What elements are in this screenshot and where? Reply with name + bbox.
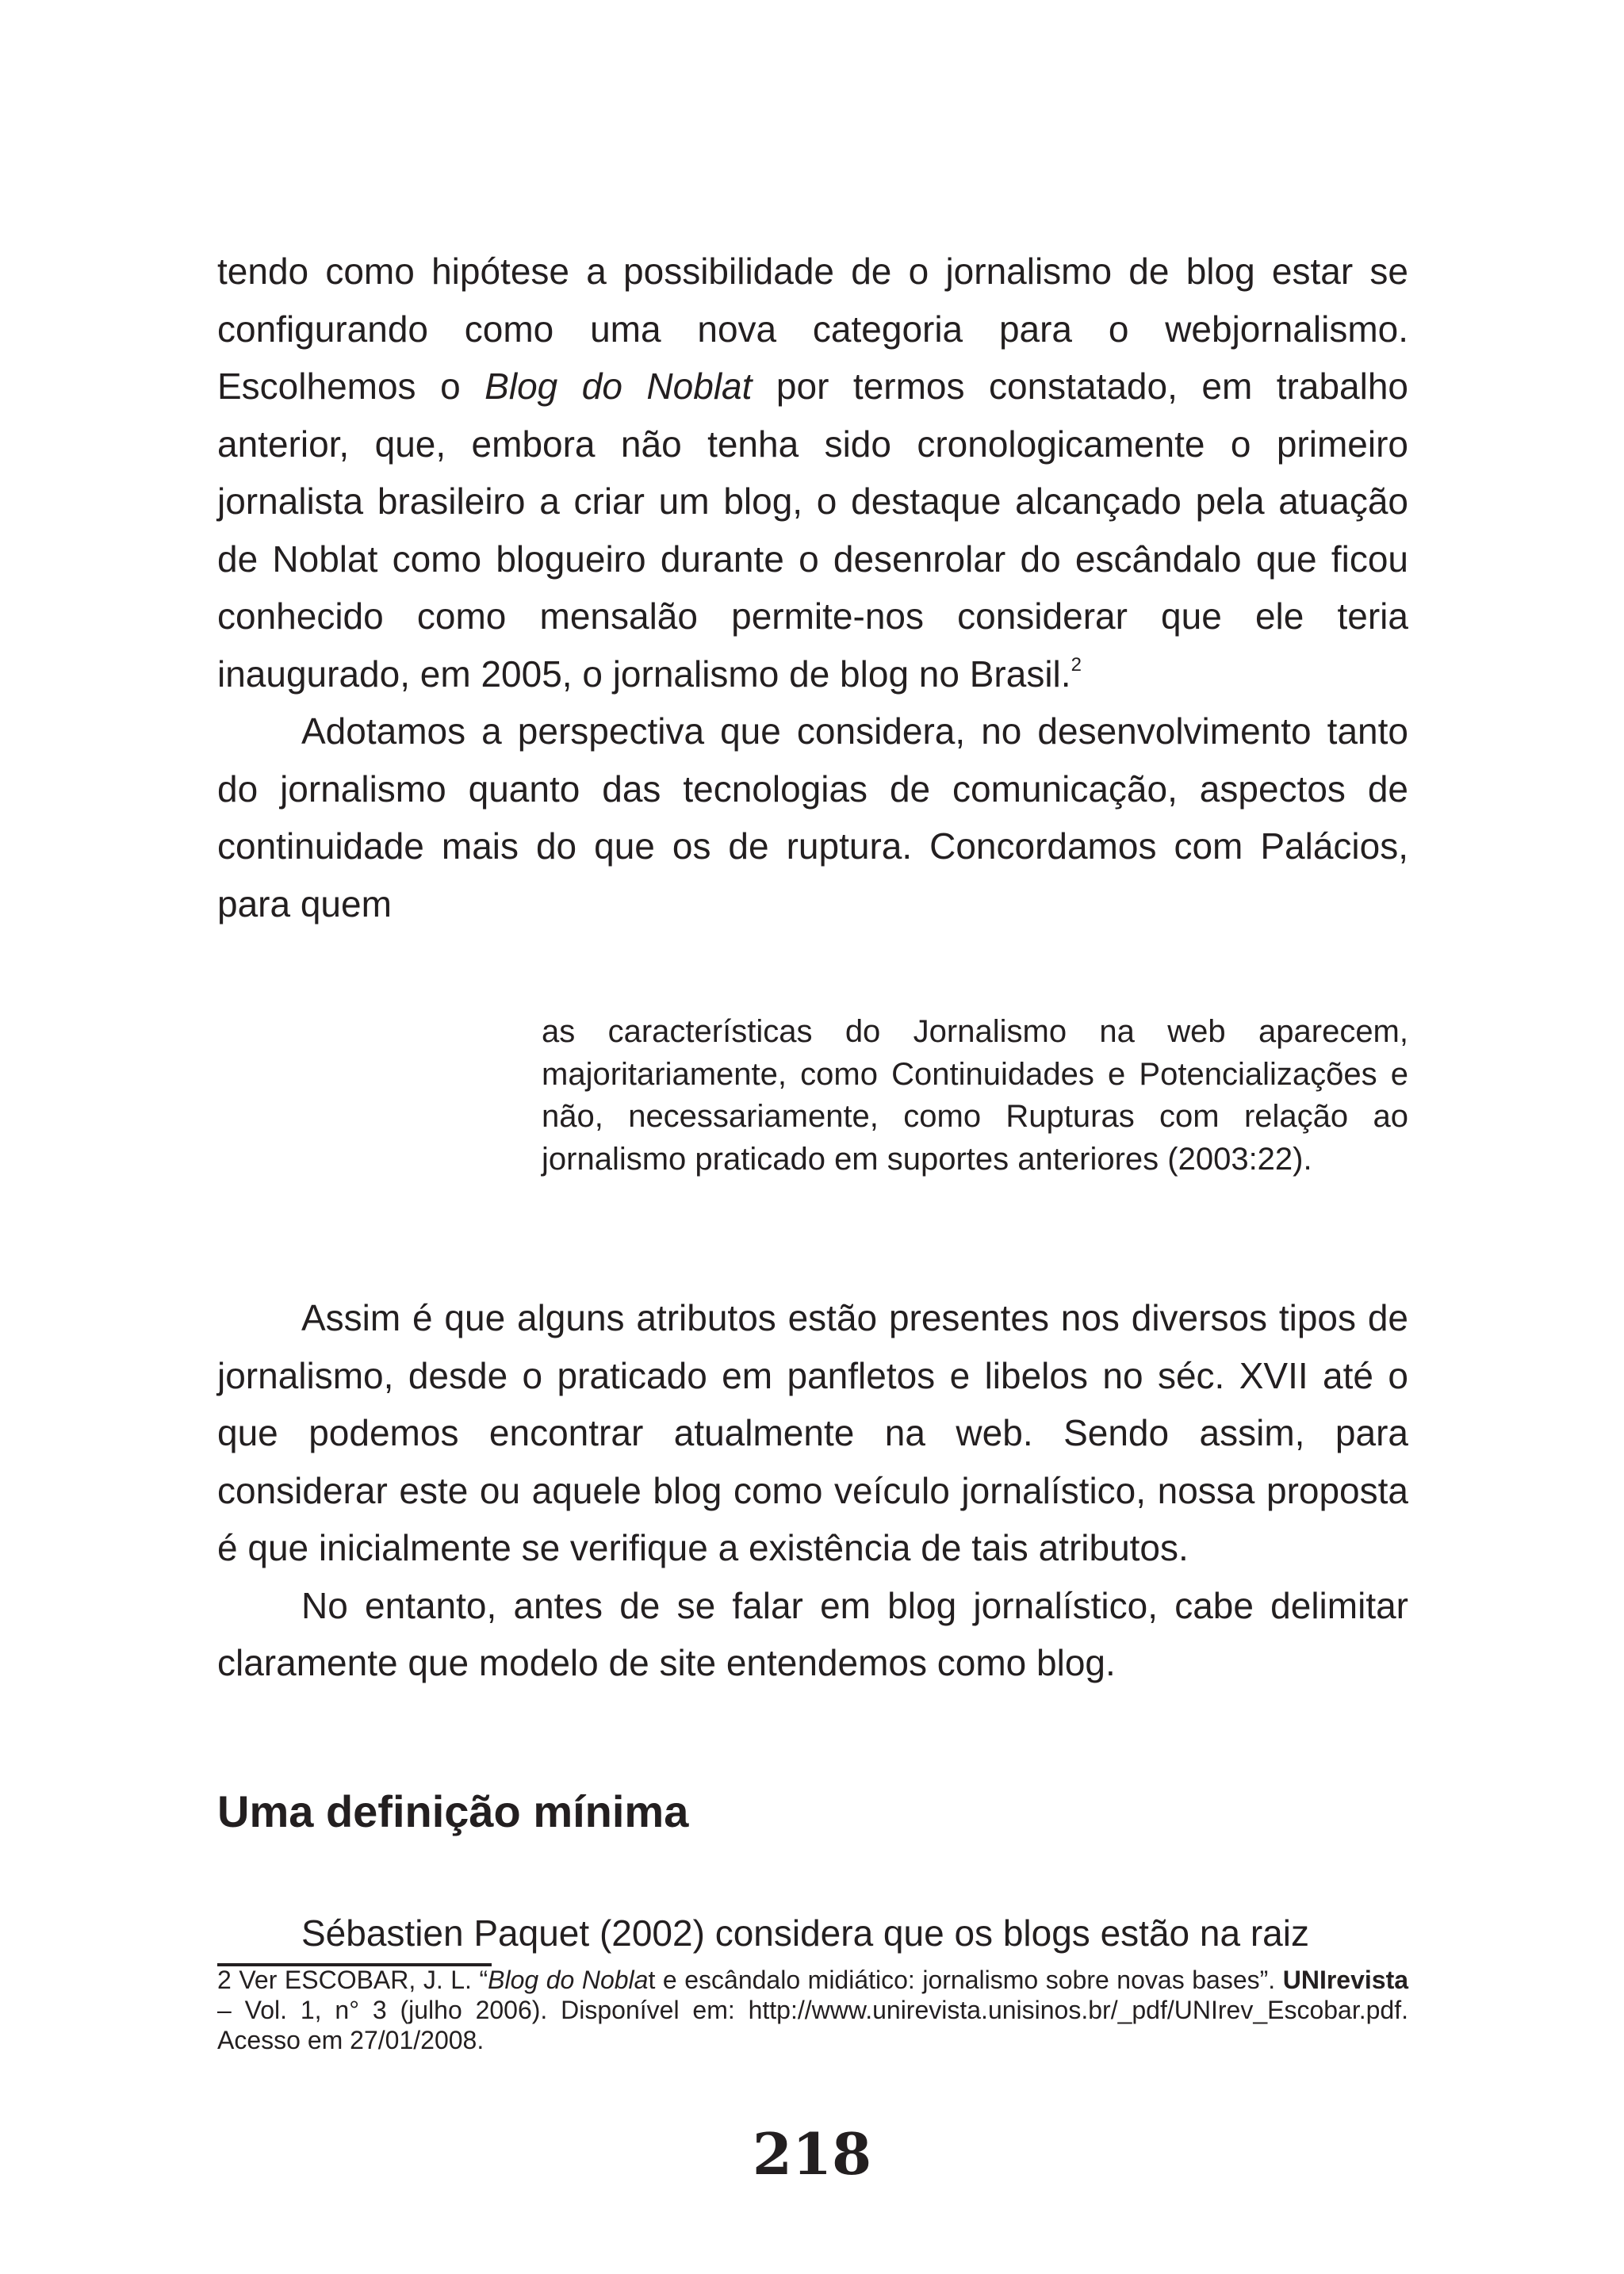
footnote-text: t e escândalo midiático: jornalismo sobre novas bases”. <box>648 1966 1283 1994</box>
section-text <box>217 1905 1408 1962</box>
block-quote: as características do Jornalismo na web aparecem, majoritariamente, como Continuidades e Potencializações e não, necessariamente, como Rupturas com relação ao jornalismo praticado em suportes anteriores (2003:22). <box>542 1014 1408 1177</box>
body-paragraph-4: No entanto, antes de se falar em blog jornalístico, cabe delimitar claramente que modelo de site entendemos como blog. <box>217 1584 1408 1683</box>
section-first-line: Sébastien Paquet (2002) considera que os blogs estão na raiz <box>301 1912 1309 1954</box>
body-paragraph-1 <box>217 243 1408 702</box>
footnote-text: – Vol. 1, n° 3 (julho 2006). Disponível em: http://www.unirevista.unisinos.br/_pdf/UNIrev_Escobar.pdf. Acesso em 27/01/2008. <box>217 1996 1408 2054</box>
paragraph-text: por termos constatado, em trabalho anterior, que, embora não tenha sido cronologicamente o primeiro jornalista brasileiro a criar um blog, o destaque alcançado pela atuação de Noblat como blogueiro durante o desenrolar do escândalo que ficou conhecido como mensalão permite-nos considerar que ele teria inaugurado, em 2005, o jornalismo de blog no Brasil. <box>217 366 1409 695</box>
footnote <box>217 1965 1408 2055</box>
body-paragraph-2: Adotamos a perspectiva que considera, no desenvolvimento tanto do jornalismo quanto das tecnologias de comunicação, aspectos de continuidade mais do que os de ruptura. Concordamos com Palácios, para quem <box>217 710 1408 925</box>
footnote-reference: 2 <box>1071 653 1082 676</box>
footnote-text: 2 Ver ESCOBAR, J. L. “ <box>217 1966 488 1994</box>
footnote-italic: Blog do Nobla <box>488 1966 649 1994</box>
section-heading: Uma definição mínima <box>217 1786 689 1836</box>
page-number: 218 <box>752 2120 872 2188</box>
main-text-lower <box>217 1289 1408 1692</box>
blog-title-italic: Blog do Noblat <box>485 366 753 407</box>
body-paragraph-3: Assim é que alguns atributos estão presentes nos diversos tipos de jornalismo, desde o praticado em panfletos e libelos no séc. XVII até o que podemos encontrar atualmente na web. Sendo assim, para considerar este ou aquele blog como veículo jornalístico, nossa proposta é que inicialmente se verifique a existência de tais atributos. <box>217 1297 1408 1568</box>
journal-name: UNIrevista <box>1282 1966 1409 1994</box>
paragraph-text: tendo como hipótese a possibilidade de o jornalismo de blog estar se configurando como uma nova categoria para o webjornalismo. Escolhemos o <box>217 251 1408 407</box>
main-text-upper <box>217 243 1408 932</box>
